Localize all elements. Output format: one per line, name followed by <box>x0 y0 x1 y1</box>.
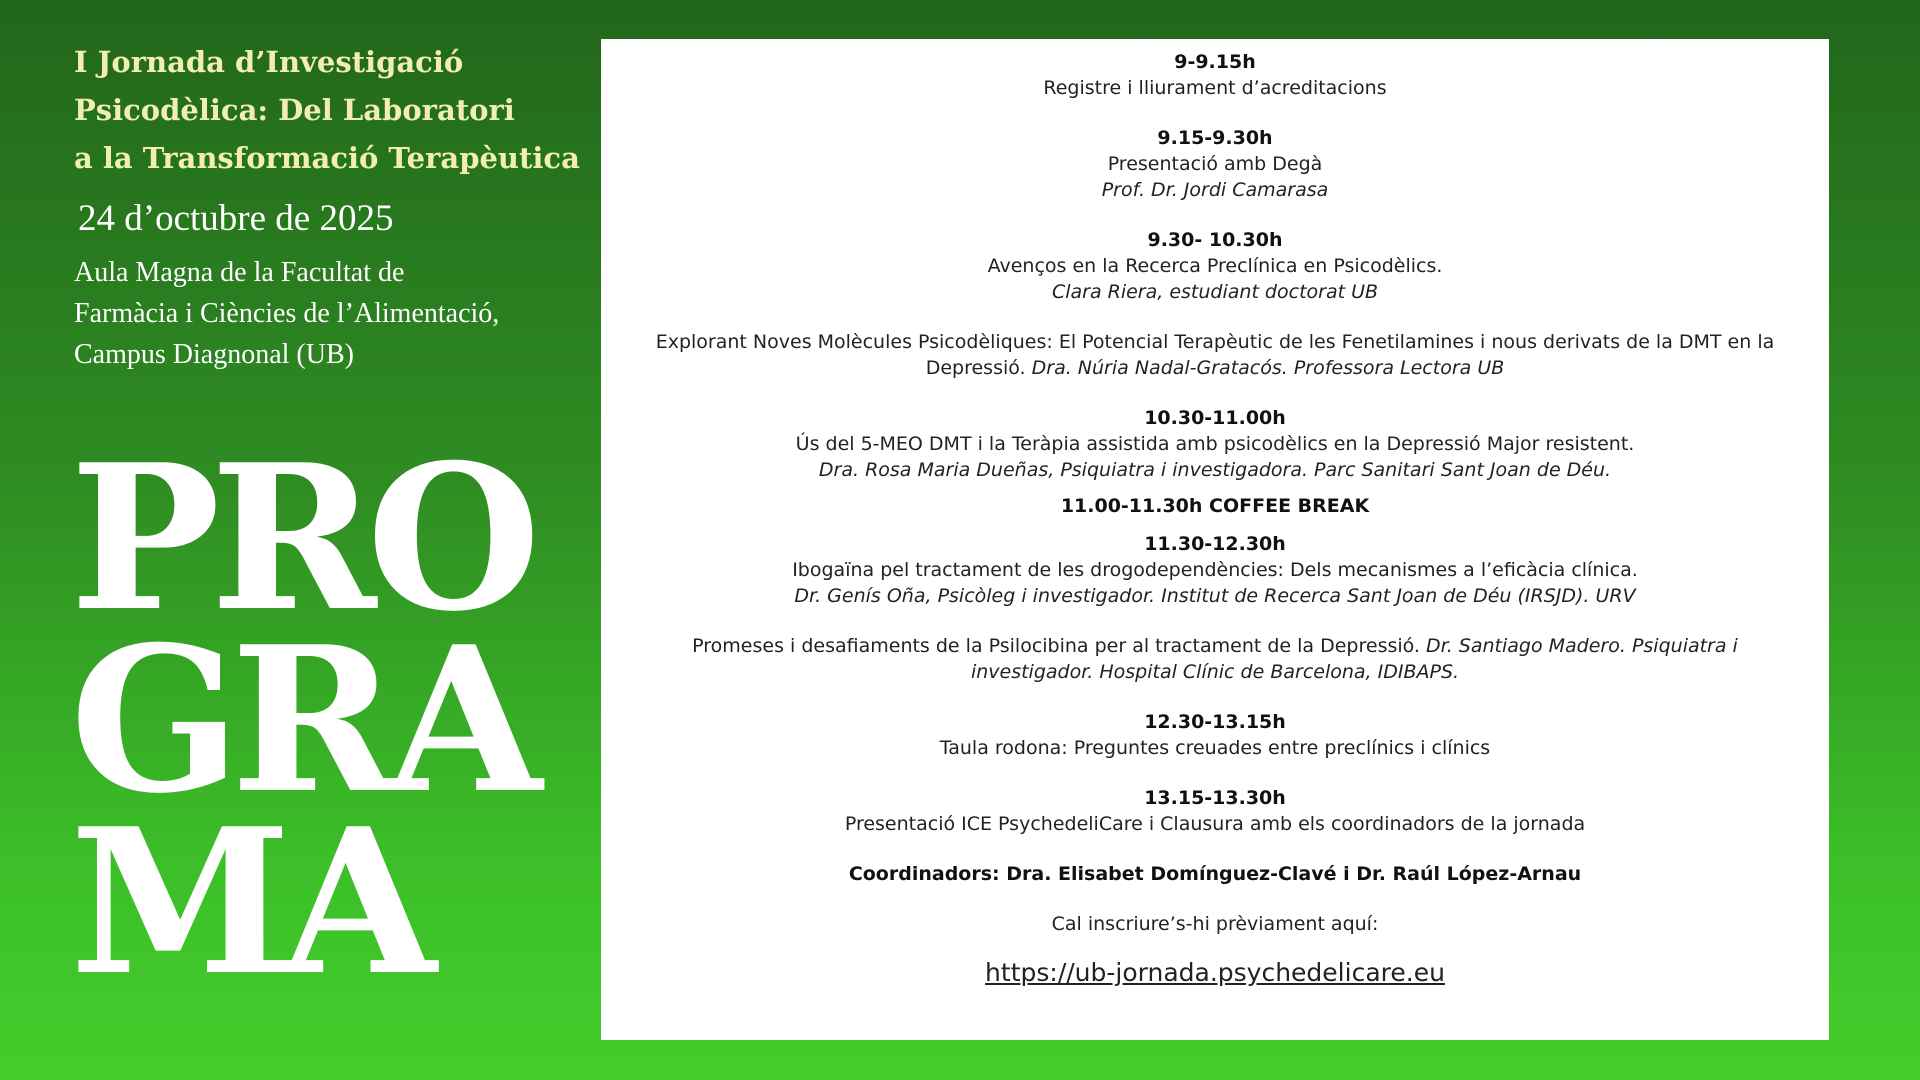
session-closing <box>617 785 1813 837</box>
session-ibogaine <box>617 531 1813 609</box>
session-phenethylamines <box>617 329 1813 381</box>
event-title-line: I Jornada d’Investigació <box>74 45 464 79</box>
session-title: Presentació amb Degà <box>1107 153 1323 175</box>
session-title: Taula rodona: Preguntes creuades entre preclínics i clínics <box>939 737 1491 759</box>
session-speaker: Dr. Santiago Madero. Psiquiatra i <box>1426 635 1738 657</box>
session-title: Ibogaïna pel tractament de les drogodependències: Dels mecanismes a l’eficàcia clínica. <box>792 559 1638 581</box>
event-title-line: Psicodèlica: Del Laboratori <box>74 93 515 127</box>
session-opening <box>617 125 1813 203</box>
registration-info <box>617 911 1813 989</box>
session-psilocybin <box>617 633 1813 685</box>
programa-heading-line: GRA <box>70 603 533 838</box>
programa-heading-line: MA <box>70 785 427 1020</box>
registration-text: Cal inscriure’s-hi prèviament aquí: <box>1051 913 1379 935</box>
session-title: Avenços en la Recerca Preclínica en Psicodèlics. <box>987 255 1443 277</box>
session-title: Registre i lliurament d’acreditacions <box>1043 77 1387 99</box>
session-title-continued <box>617 355 1813 381</box>
session-time: 10.30-11.00h <box>1144 407 1286 429</box>
event-date: 24 d’octubre de 2025 <box>78 198 394 239</box>
session-preclinical <box>617 227 1813 305</box>
session-title: Presentació ICE PsychedeliCare i Clausura amb els coordinadors de la jornada <box>844 813 1586 835</box>
programa-heading-line: PRO <box>70 421 531 656</box>
session-speaker: Prof. Dr. Jordi Camarasa <box>1101 179 1329 201</box>
session-title: Explorant Noves Molècules Psicodèliques: El Potencial Terapèutic de les Fenetilamines i nous derivats de la DMT en la <box>655 331 1775 353</box>
session-title: Ús del 5-MEO DMT i la Teràpia assistida amb psicodèlics en la Depressió Major resistent. <box>795 433 1635 455</box>
event-title-line: a la Transformació Terapèutica <box>74 141 580 175</box>
session-title-line <box>617 633 1813 659</box>
event-venue-line: Farmàcia i Ciències de l’Alimentació, <box>74 298 500 329</box>
event-venue-line: Campus Diagnonal (UB) <box>74 339 354 370</box>
session-title: Promeses i desafiaments de la Psilocibina per al tractament de la Depressió. <box>692 635 1420 657</box>
event-venue-line: Aula Magna de la Facultat de <box>74 257 405 288</box>
coordinators <box>617 861 1813 887</box>
session-registration <box>617 49 1813 101</box>
session-time: 9.30- 10.30h <box>1147 229 1283 251</box>
session-time: 9.15-9.30h <box>1157 127 1273 149</box>
session-time: 9-9.15h <box>1174 51 1256 73</box>
session-speaker: Dra. Rosa Maria Dueñas, Psiquiatra i investigadora. Parc Sanitari Sant Joan de Déu. <box>818 459 1612 481</box>
session-round-table <box>617 709 1813 761</box>
event-venue <box>74 252 594 375</box>
program-panel <box>601 39 1829 1040</box>
coffee-break-label: 11.00-11.30h COFFEE BREAK <box>1060 495 1370 517</box>
event-info <box>74 38 594 375</box>
session-speaker: Dr. Genís Oña, Psicòleg i investigador. Institut de Recerca Sant Joan de Déu (IRSJD). URV <box>794 585 1636 607</box>
session-time: 11.30-12.30h <box>1144 533 1286 555</box>
coordinators-text: Coordinadors: Dra. Elisabet Domínguez-Clavé i Dr. Raúl López-Arnau <box>848 863 1582 885</box>
session-speaker: Dra. Núria Nadal-Gratacós. Professora Lectora UB <box>1031 357 1505 379</box>
programa-heading <box>70 421 533 1020</box>
session-5meo <box>617 405 1813 483</box>
session-time: 13.15-13.30h <box>1144 787 1286 809</box>
session-time: 12.30-13.15h <box>1144 711 1286 733</box>
session-title-end: Depressió. <box>925 357 1026 379</box>
session-speaker: Clara Riera, estudiant doctorat UB <box>1051 281 1379 303</box>
event-title <box>74 38 594 182</box>
registration-link[interactable]: https://ub-jornada.psychedelicare.eu <box>985 958 1445 987</box>
coffee-break <box>617 493 1813 519</box>
session-speaker-continued: investigador. Hospital Clínic de Barcelona, IDIBAPS. <box>970 661 1460 683</box>
